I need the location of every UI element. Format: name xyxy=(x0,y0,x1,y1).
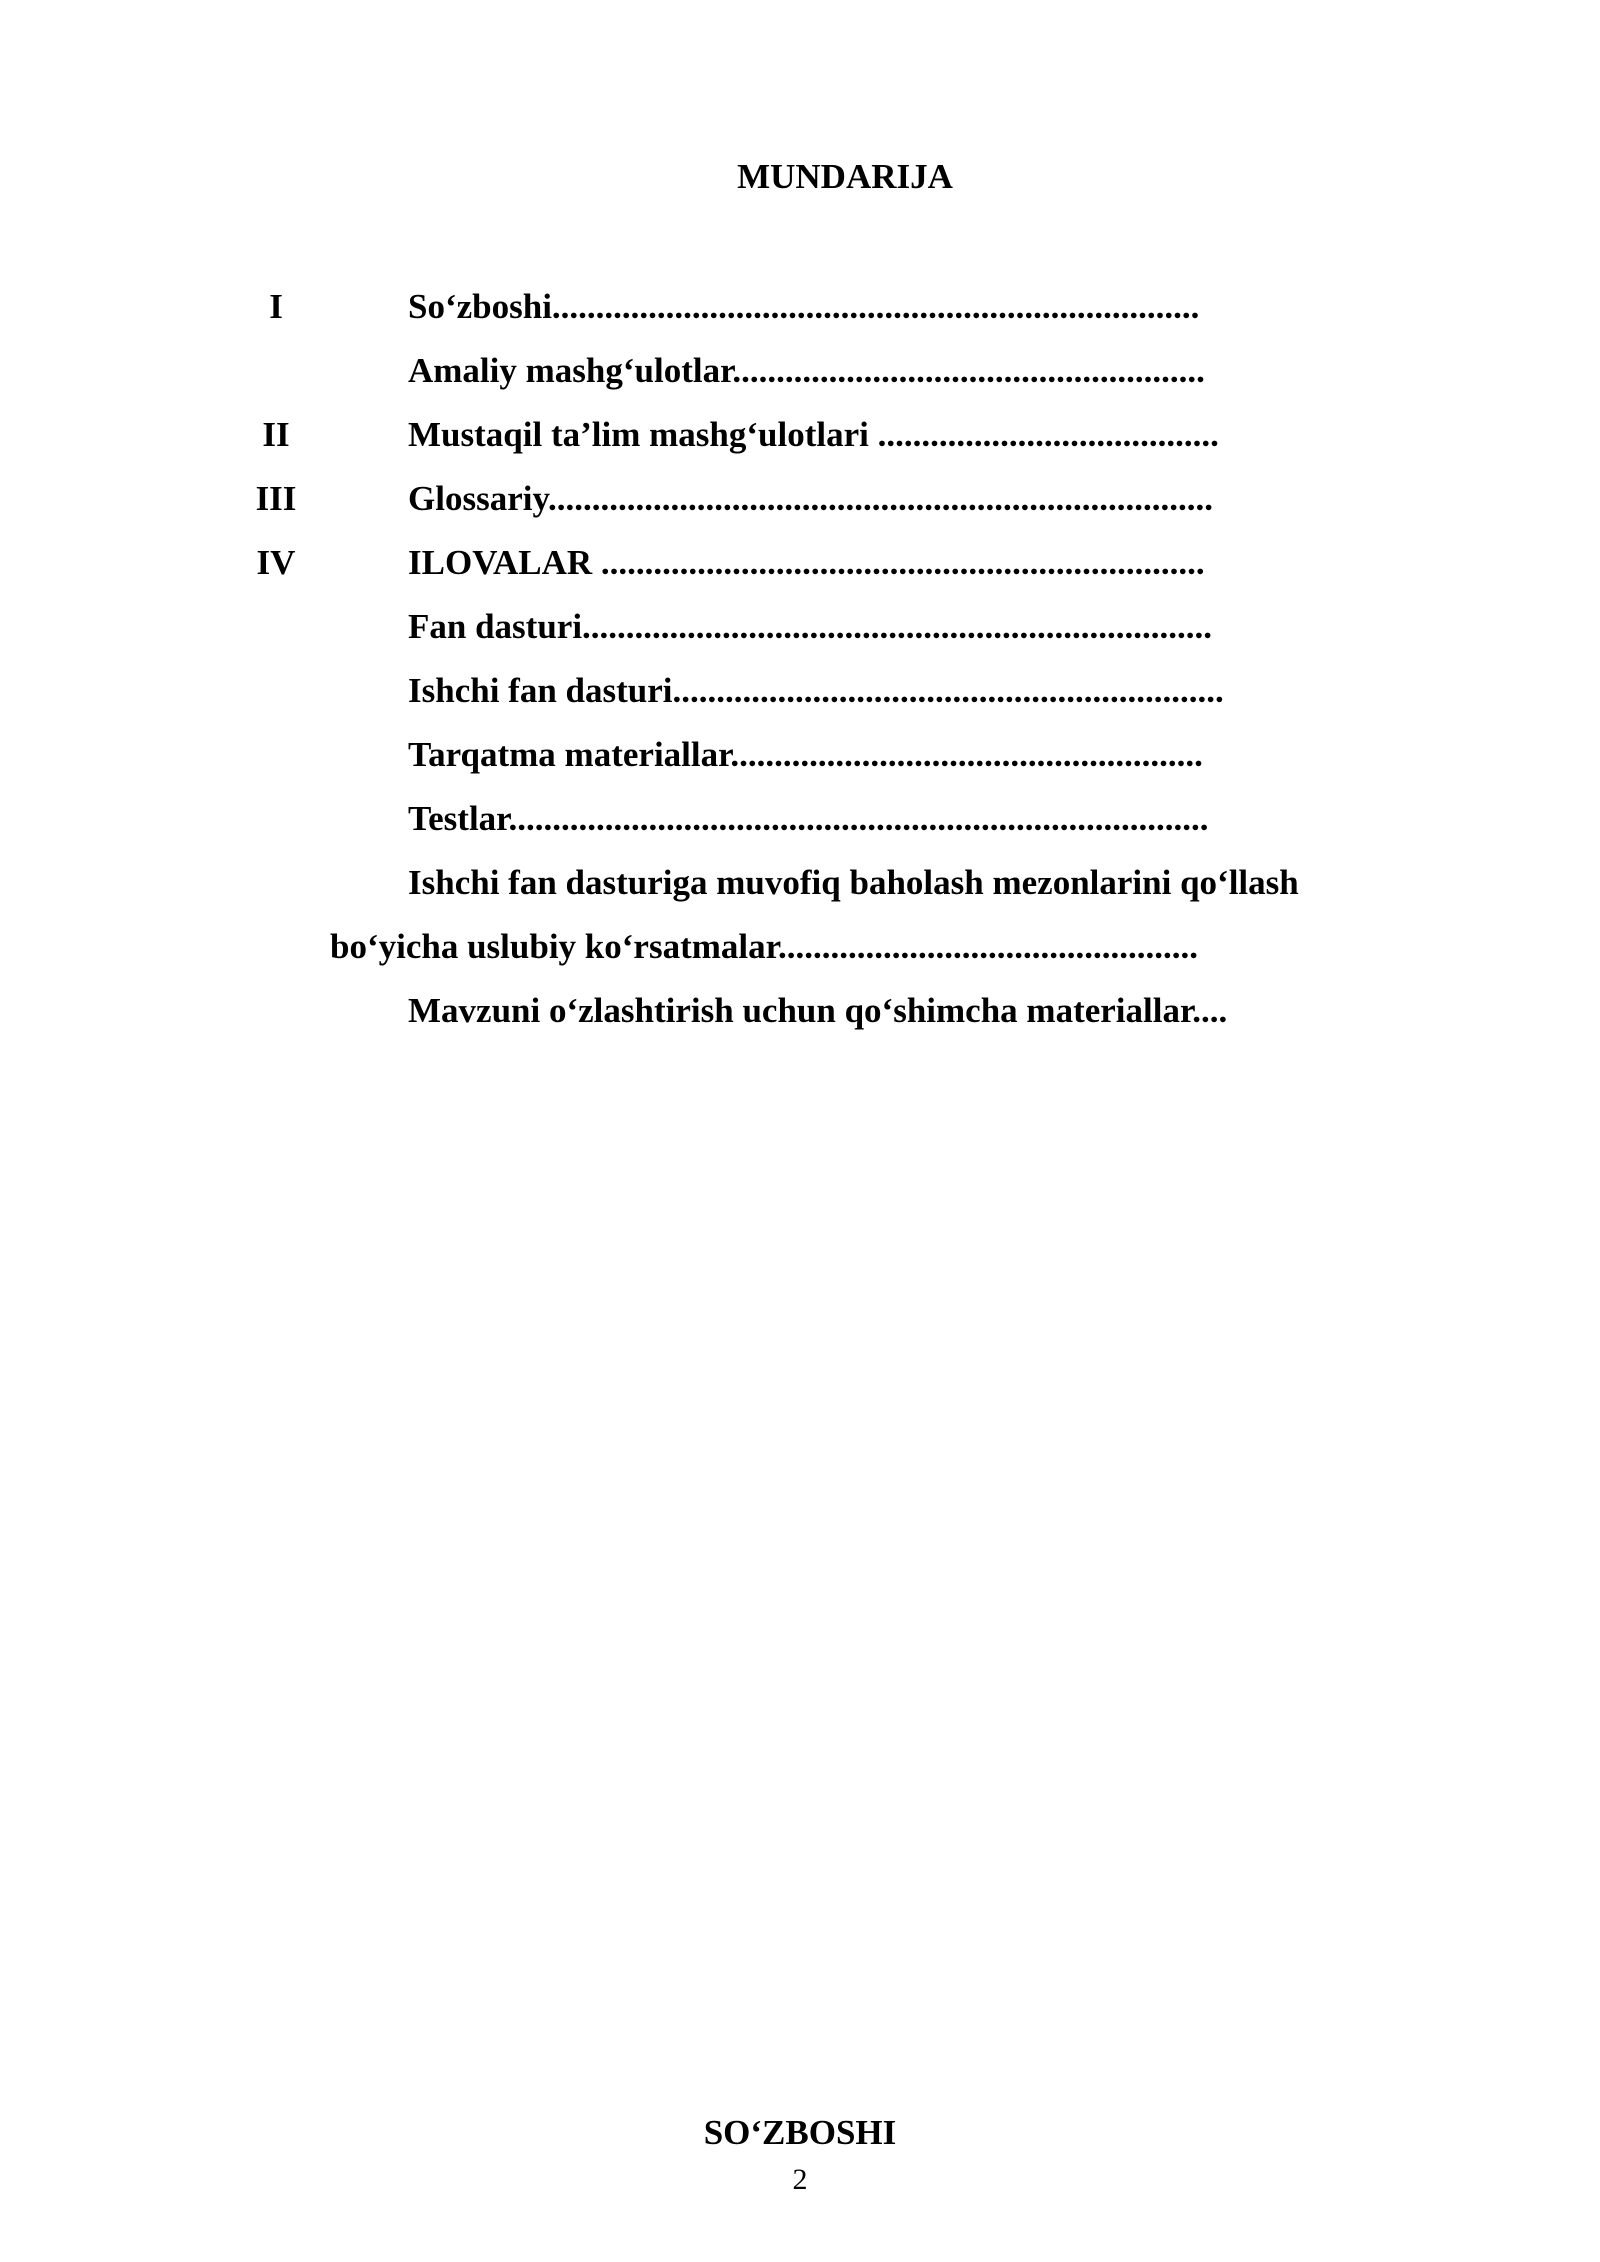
toc-entry: So‘zboshi.......................................................................... xyxy=(408,287,1200,326)
toc-entry: Ishchi fan dasturi............................................................... xyxy=(408,671,1224,710)
toc-row xyxy=(0,538,1600,602)
toc-row xyxy=(0,282,1600,346)
page-title: MUNDARIJA xyxy=(737,157,953,196)
toc-entry: Mustaqil ta’lim mashg‘ulotlari ....................................... xyxy=(408,415,1219,454)
table-of-contents xyxy=(0,282,1600,1050)
toc-entry: Amaliy mashg‘ulotlar...................................................... xyxy=(408,351,1205,390)
section-heading: SO‘ZBOSHI xyxy=(703,2113,897,2152)
toc-row xyxy=(0,922,1600,986)
toc-row xyxy=(0,986,1600,1050)
toc-row xyxy=(0,858,1600,922)
toc-number: I xyxy=(269,287,283,326)
toc-entry: Ishchi fan dasturiga muvofiq baholash mezonlarini qo‘llash xyxy=(408,863,1299,902)
toc-number: II xyxy=(262,415,290,454)
toc-row xyxy=(0,794,1600,858)
toc-number: IV xyxy=(256,543,296,582)
toc-row xyxy=(0,410,1600,474)
toc-entry: ILOVALAR ..................................................................... xyxy=(408,543,1205,582)
page-number: 2 xyxy=(792,2163,808,2196)
toc-entry: Fan dasturi........................................................................ xyxy=(408,607,1213,646)
toc-entry: Glossariy............................................................................ xyxy=(408,479,1214,518)
toc-row xyxy=(0,474,1600,538)
toc-row xyxy=(0,730,1600,794)
toc-row xyxy=(0,666,1600,730)
toc-number: III xyxy=(255,479,297,518)
toc-row xyxy=(0,346,1600,410)
toc-entry-continuation: bo‘yicha uslubiy ko‘rsatmalar................................................ xyxy=(330,927,1198,966)
toc-row xyxy=(0,602,1600,666)
toc-entry: Testlar................................................................................ xyxy=(408,799,1209,838)
toc-entry: Mavzuni o‘zlashtirish uchun qo‘shimcha materiallar.... xyxy=(408,991,1228,1030)
toc-entry: Tarqatma materiallar...................................................... xyxy=(408,735,1203,774)
